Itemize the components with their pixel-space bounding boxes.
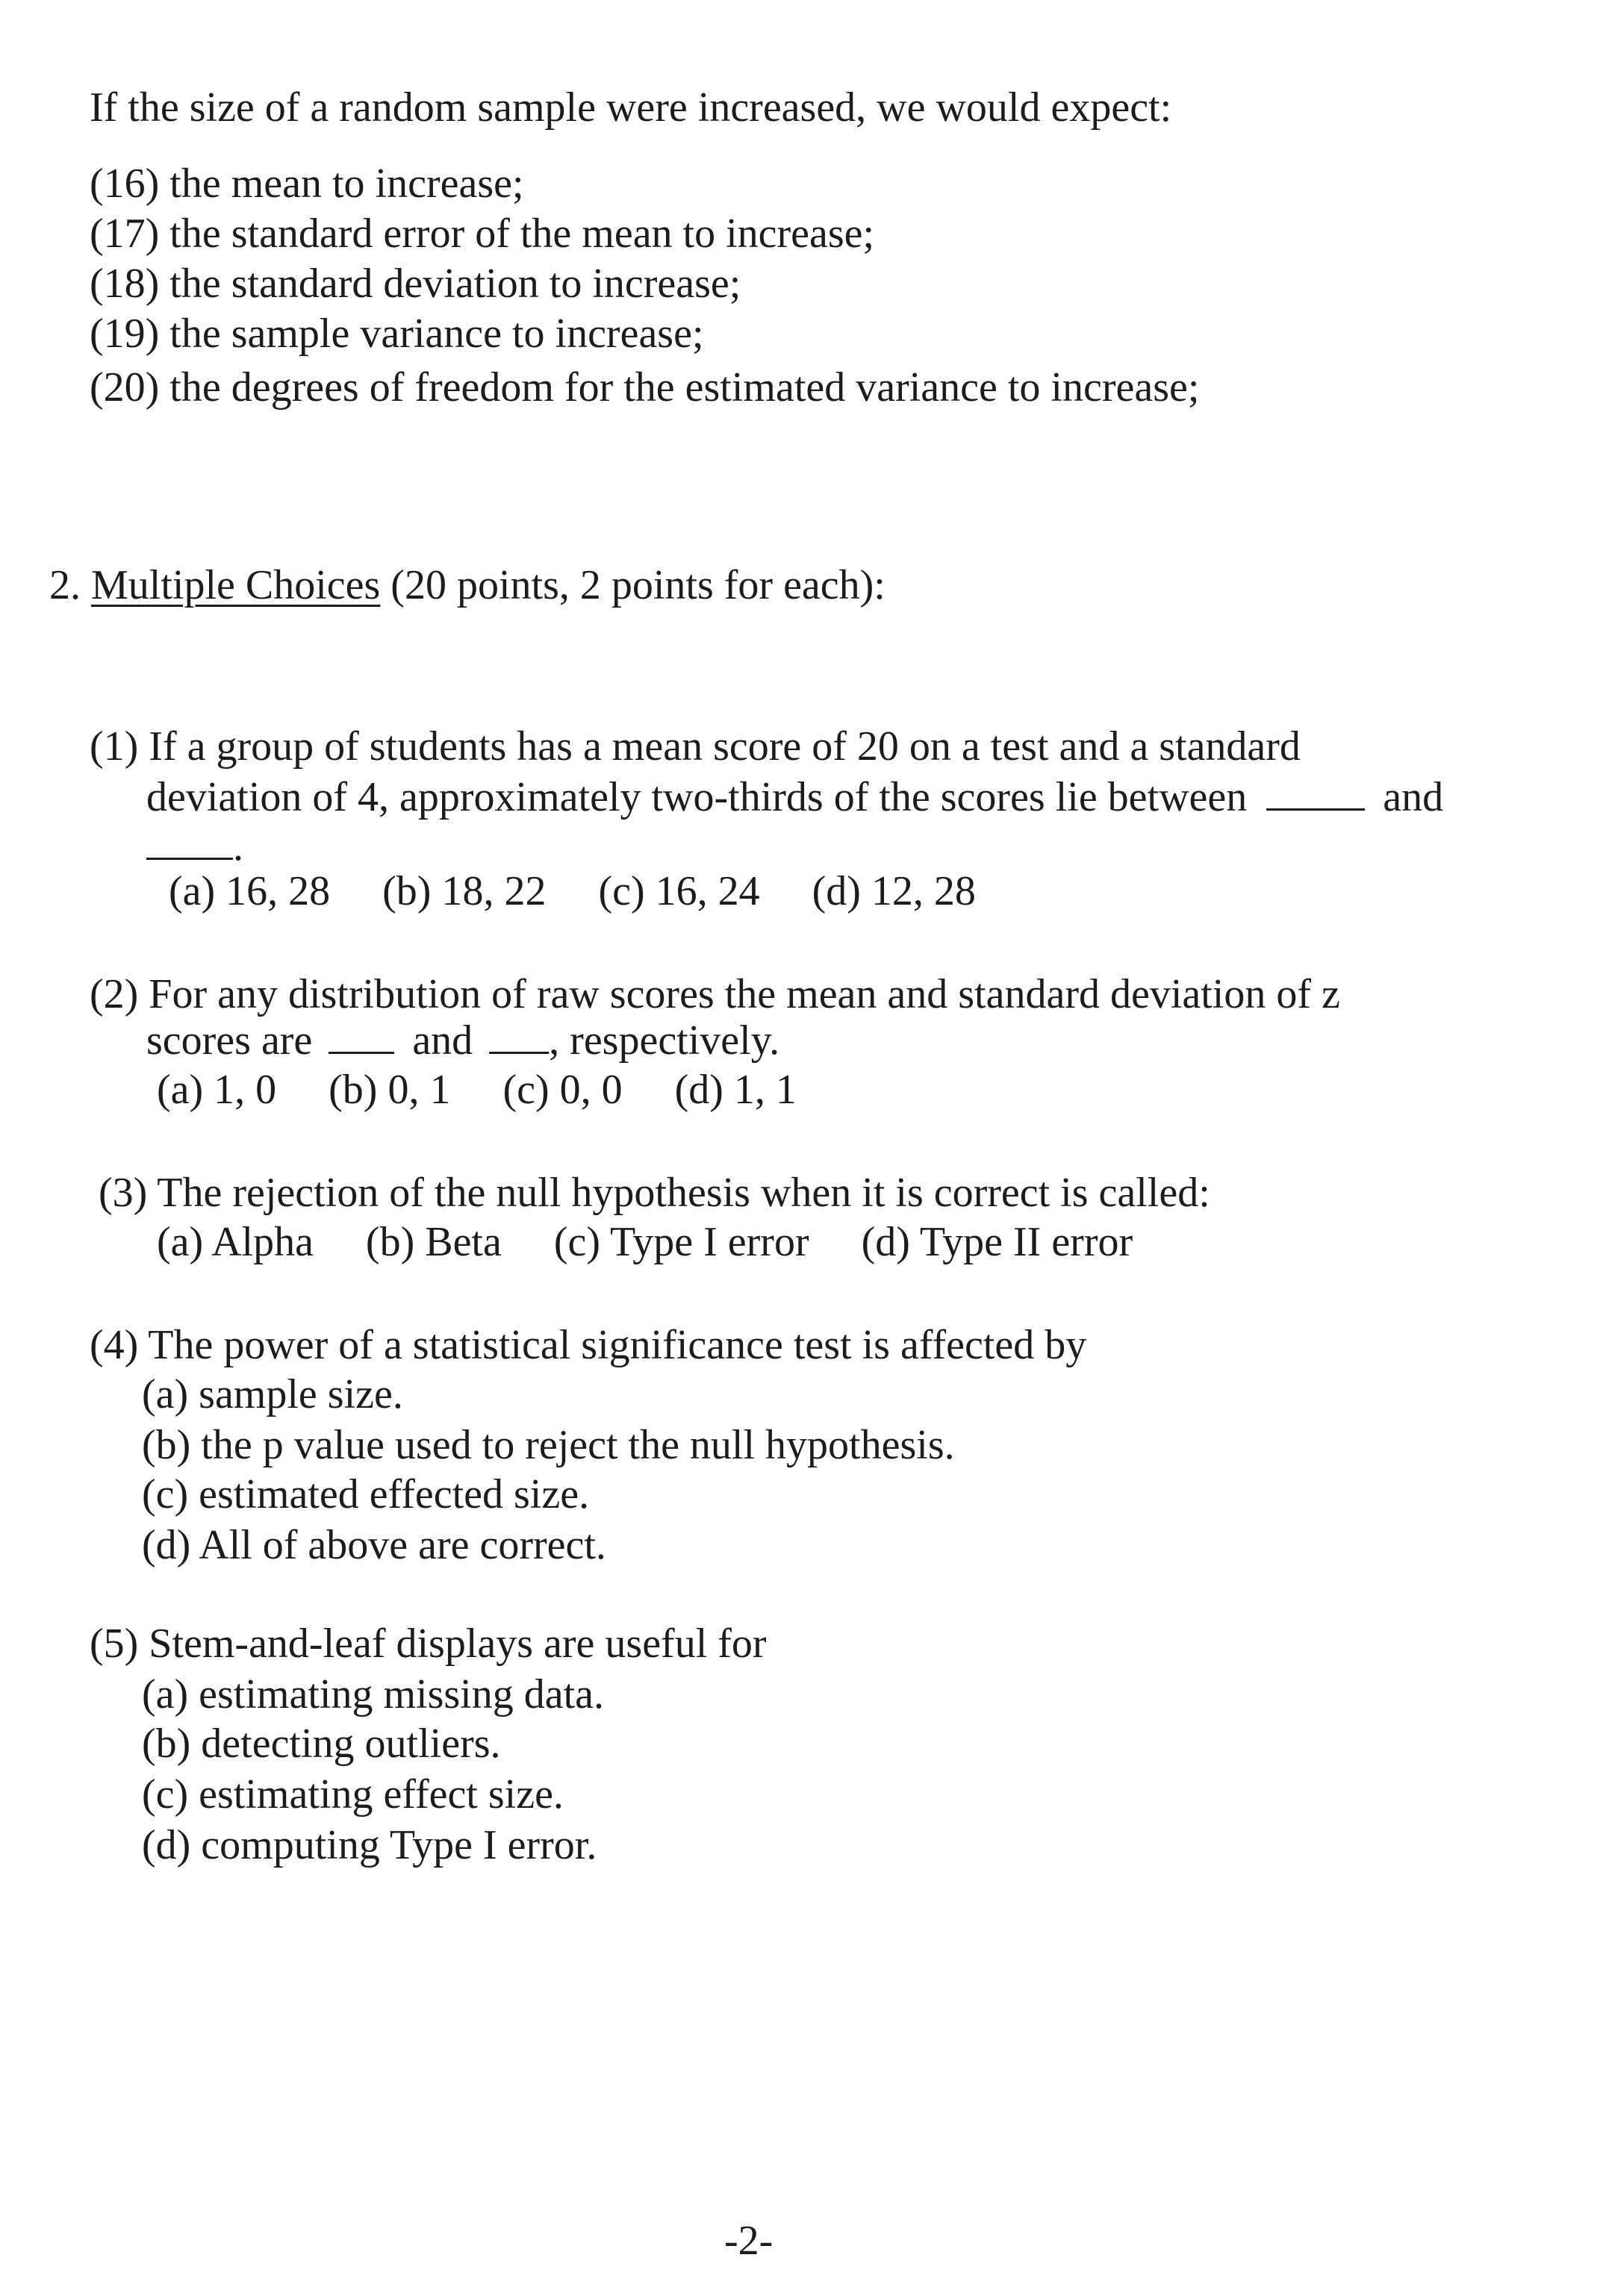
question-5-option-d: (d) computing Type I error. (142, 1822, 597, 1868)
choice-a: (a) 1, 0 (157, 1067, 277, 1113)
choice-c: (c) 16, 24 (598, 868, 760, 914)
answer-blank (489, 1017, 549, 1054)
question-4-option-a: (a) sample size. (142, 1371, 403, 1417)
answer-blank (146, 823, 233, 860)
question-2-line-1: (2) For any distribution of raw scores the mean and standard deviation of z (90, 971, 1340, 1017)
answer-blank (329, 1017, 394, 1054)
choice-d: (d) Type II error (861, 1219, 1133, 1265)
intro-text: If the size of a random sample were increased, we would expect: (90, 84, 1172, 131)
tf-item-19: (19) the sample variance to increase; (90, 311, 704, 357)
question-1-choices (169, 867, 976, 915)
question-1-line-2 (146, 773, 1443, 821)
question-1-end: . (233, 823, 243, 870)
question-5-option-b: (b) detecting outliers. (142, 1721, 501, 1767)
answer-blank (1266, 774, 1365, 811)
tf-item-20: (20) the degrees of freedom for the estimated variance to increase; (90, 364, 1200, 411)
section-number: 2. (49, 562, 81, 608)
tf-item-17: (17) the standard error of the mean to increase; (90, 210, 875, 257)
question-4-option-b: (b) the p value used to reject the null hypothesis. (142, 1422, 955, 1468)
choice-b: (b) 0, 1 (329, 1067, 451, 1113)
choice-c: (c) 0, 0 (502, 1067, 623, 1113)
question-2-and: and (412, 1017, 473, 1064)
question-3-line-1: (3) The rejection of the null hypothesis when it is correct is called: (99, 1170, 1210, 1216)
question-5-option-a: (a) estimating missing data. (142, 1671, 604, 1718)
question-4-option-d: (d) All of above are correct. (142, 1522, 606, 1568)
question-2-post: , respectively. (549, 1017, 780, 1064)
choice-d: (d) 12, 28 (812, 868, 976, 914)
question-4-option-c: (c) estimated effected size. (142, 1471, 590, 1517)
choice-b: (b) 18, 22 (382, 868, 547, 914)
page-number: -2- (724, 2218, 774, 2264)
section-heading (49, 561, 886, 609)
choice-c: (c) Type I error (553, 1219, 809, 1265)
question-5-option-c: (c) estimating effect size. (142, 1771, 564, 1818)
section-title: Multiple Choices (91, 562, 381, 608)
question-1-line-3 (146, 823, 243, 870)
choice-d: (d) 1, 1 (674, 1067, 797, 1113)
question-5-line-1: (5) Stem-and-leaf displays are useful for (90, 1620, 767, 1667)
question-3-choices (157, 1218, 1133, 1266)
tf-item-18: (18) the standard deviation to increase; (90, 261, 741, 307)
question-4-line-1: (4) The power of a statistical significance test is affected by (90, 1322, 1087, 1368)
question-1-stem: deviation of 4, approximately two-thirds of the scores lie between (146, 774, 1248, 820)
question-2-choices (157, 1066, 797, 1114)
question-2-line-2 (146, 1017, 779, 1064)
choice-a: (a) Alpha (157, 1219, 314, 1265)
tf-item-16: (16) the mean to increase; (90, 160, 524, 207)
question-1-and: and (1383, 774, 1444, 820)
choice-a: (a) 16, 28 (169, 868, 331, 914)
question-2-pre: scores are (146, 1017, 313, 1064)
section-points: (20 points, 2 points for each): (390, 562, 886, 608)
question-1-line-1: (1) If a group of students has a mean score of 20 on a test and a standard (90, 723, 1301, 770)
choice-b: (b) Beta (365, 1219, 502, 1265)
